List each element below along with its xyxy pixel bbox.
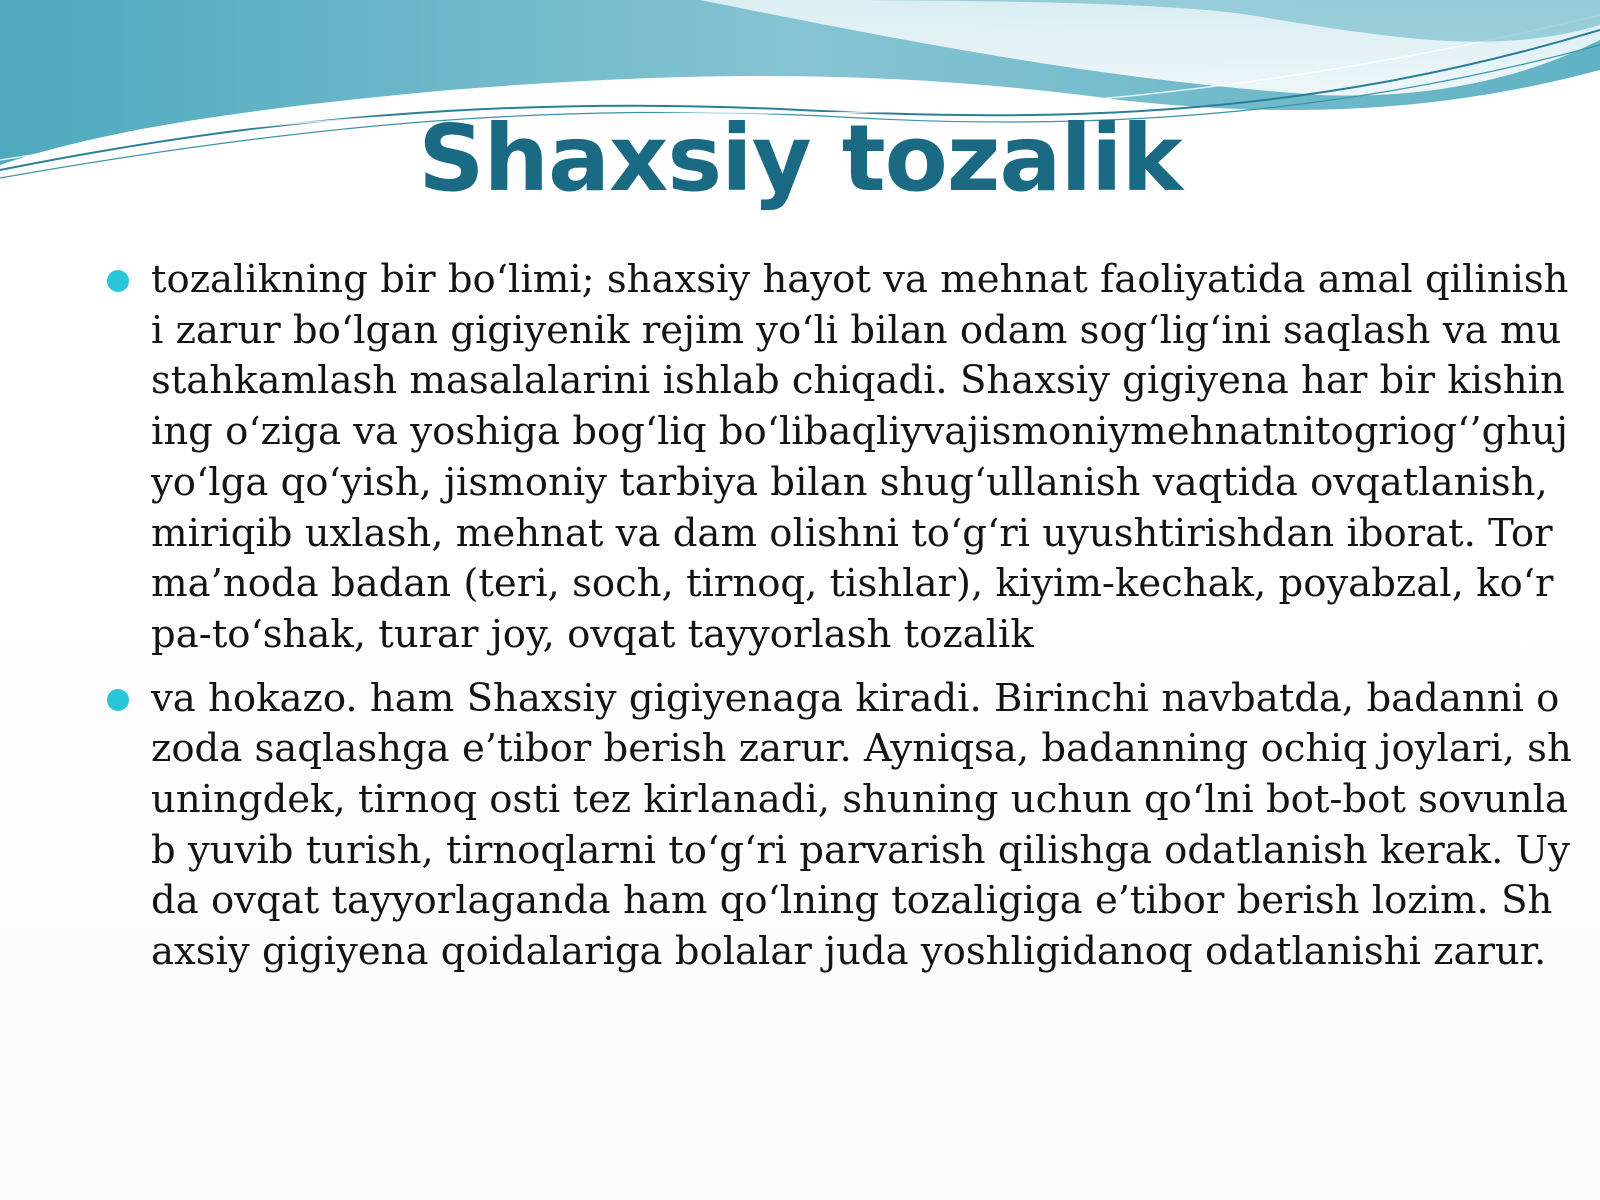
bullet-text: va hokazo. ham Shaxsiy gigiyenaga kiradi. Birinchi navbatda, badanni ozoda saqlashga e’tibor berish zarur. Ayniqsa, badanning ochiq joylari, shuningdek, tirnoq osti tez kirlanadi, shuning uchun qo‘lni bot-bot sovunlab yuvib turish, tirnoqlarni to‘g‘ri parvarish qilishga odatlanish kerak. Uyda ovqat tayyorlaganda ham qo‘lning tozaligiga e’tibor berish lozim. Shaxsiy gigiyena qoidalariga bolalar juda yoshligidanoq odatlanishi zarur. bbox=[151, 675, 1572, 975]
bullet-item bbox=[104, 255, 1574, 661]
bullet-dot-icon bbox=[107, 270, 129, 292]
bullet-item bbox=[104, 674, 1574, 978]
slide-title: Shaxsiy tozalik bbox=[418, 105, 1182, 212]
bullet-dot-icon bbox=[107, 689, 129, 711]
bullet-text: tozalikning bir bo‘limi; shaxsiy hayot va mehnat faoliyatida amal qilinishi zarur bo‘lgan gigiyenik rejim yo‘li bilan odam sog‘lig‘ini saqlash va mustahkamlash masalalarini ishlab chiqadi. Shaxsiy gigiyena har bir kishining o‘ziga va yoshiga bog‘liq bo‘libaqliyvajismoniymehnatnitogriog‘’ghuj yo‘lga qo‘yish, jismoniy tarbiya bilan shug‘ullanish vaqtida ovqatlanish, miriqib uxlash, mehnat va dam olishni to‘g‘ri uyushtirishdan iborat. Tor ma’noda badan (teri, soch, tirnoq, tishlar), kiyim-kechak, poyabzal, ko‘rpa-to‘shak, turar joy, ovqat tayyorlash tozalik bbox=[151, 257, 1569, 657]
bullet-list bbox=[104, 255, 1574, 991]
